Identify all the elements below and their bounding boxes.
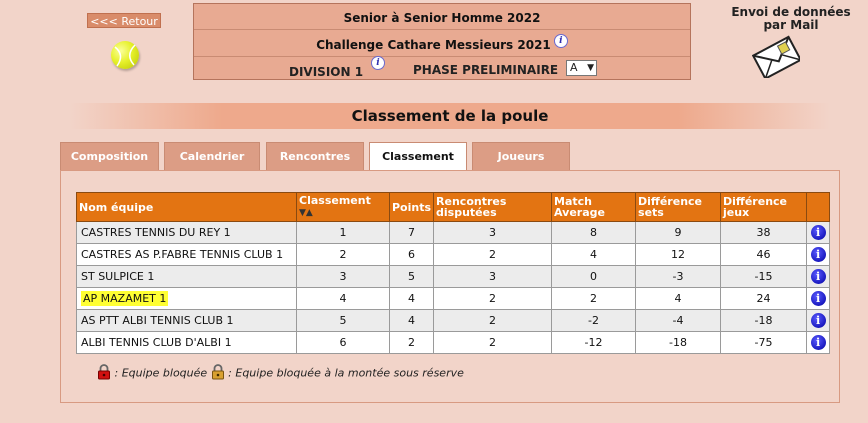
- cell-sets: 4: [636, 288, 721, 310]
- cell-rank: 1: [297, 222, 390, 244]
- divider: [194, 56, 690, 57]
- back-button[interactable]: <<< Retour: [87, 13, 161, 28]
- col-diff-games[interactable]: Différence jeux: [721, 193, 807, 222]
- cell-points: 4: [390, 288, 434, 310]
- table-row: [77, 266, 830, 288]
- mail-export-title[interactable]: Envoi de données par Mail: [731, 5, 851, 32]
- cell-team: [77, 288, 297, 310]
- table-row: [77, 310, 830, 332]
- cell-games: 24: [721, 288, 807, 310]
- team-name: CASTRES AS P.FABRE TENNIS CLUB 1: [81, 248, 284, 261]
- cell-points: 6: [390, 244, 434, 266]
- team-info-icon[interactable]: i: [811, 291, 826, 306]
- tennis-ball-icon: [111, 41, 139, 69]
- cell-played: 2: [434, 310, 552, 332]
- cell-rank: 3: [297, 266, 390, 288]
- cell-info: [807, 244, 830, 266]
- cell-team: [77, 332, 297, 354]
- cell-played: 2: [434, 244, 552, 266]
- cell-points: 7: [390, 222, 434, 244]
- cell-sets: -18: [636, 332, 721, 354]
- tab-classement[interactable]: Classement: [369, 142, 467, 171]
- cell-points: 5: [390, 266, 434, 288]
- section-bar: [70, 103, 830, 129]
- cell-games: -15: [721, 266, 807, 288]
- table-row: [77, 332, 830, 354]
- envelope-icon[interactable]: [752, 34, 800, 82]
- cell-sets: 9: [636, 222, 721, 244]
- cell-info: [807, 222, 830, 244]
- team-name: AS PTT ALBI TENNIS CLUB 1: [81, 314, 234, 327]
- tab-rencontres[interactable]: Rencontres: [266, 142, 364, 170]
- cell-sets: -3: [636, 266, 721, 288]
- team-info-icon[interactable]: i: [811, 269, 826, 284]
- cell-rank: 5: [297, 310, 390, 332]
- table-row: [77, 288, 830, 310]
- cell-sets: -4: [636, 310, 721, 332]
- competition-info-box: [193, 3, 691, 80]
- phase-label: PHASE PRELIMINAIRE: [413, 63, 559, 77]
- red-lock-icon: [97, 364, 111, 383]
- cell-team: [77, 266, 297, 288]
- col-played[interactable]: Rencontres disputées: [434, 193, 552, 222]
- legend-locked-text: : Equipe bloquée: [114, 366, 208, 380]
- competition-info-icon[interactable]: i: [554, 34, 568, 48]
- division-label: DIVISION 1: [289, 65, 364, 79]
- table-row: [77, 244, 830, 266]
- team-info-icon[interactable]: i: [811, 247, 826, 262]
- tab-joueurs[interactable]: Joueurs: [472, 142, 570, 170]
- tab-composition[interactable]: Composition: [60, 142, 159, 170]
- cell-sets: 12: [636, 244, 721, 266]
- team-info-icon[interactable]: i: [811, 335, 826, 350]
- cell-points: 4: [390, 310, 434, 332]
- phase-select[interactable]: A ▼: [566, 60, 597, 76]
- cell-info: [807, 310, 830, 332]
- ranking-table: [76, 192, 830, 354]
- cell-match: 0: [552, 266, 636, 288]
- orange-lock-icon: [211, 364, 225, 383]
- cell-match: 8: [552, 222, 636, 244]
- cell-rank: 4: [297, 288, 390, 310]
- legend-reserve-text: : Equipe bloquée à la montée sous réserve: [228, 366, 464, 380]
- col-match-average[interactable]: Match Average: [552, 193, 636, 222]
- legend: [97, 364, 464, 383]
- cell-team: [77, 244, 297, 266]
- team-info-icon[interactable]: i: [811, 313, 826, 328]
- col-diff-sets[interactable]: Différence sets: [636, 193, 721, 222]
- col-team[interactable]: Nom équipe: [77, 193, 297, 222]
- season-title: Senior à Senior Homme 2022: [343, 11, 541, 25]
- cell-points: 2: [390, 332, 434, 354]
- cell-games: 46: [721, 244, 807, 266]
- division-info-icon[interactable]: i: [371, 56, 385, 70]
- cell-match: -12: [552, 332, 636, 354]
- cell-played: 2: [434, 288, 552, 310]
- col-rank[interactable]: Classement ▼▲: [297, 193, 390, 222]
- team-name: ALBI TENNIS CLUB D'ALBI 1: [81, 336, 232, 349]
- team-name: AP MAZAMET 1: [83, 292, 167, 305]
- tab-calendrier[interactable]: Calendrier: [164, 142, 260, 170]
- team-name: ST SULPICE 1: [81, 270, 155, 283]
- cell-team: [77, 310, 297, 332]
- competition-name: Challenge Cathare Messieurs 2021 i: [194, 38, 690, 52]
- table-row: [77, 222, 830, 244]
- cell-team: [77, 222, 297, 244]
- cell-played: 2: [434, 332, 552, 354]
- sort-icon[interactable]: ▼▲: [299, 208, 313, 218]
- cell-info: [807, 332, 830, 354]
- cell-match: -2: [552, 310, 636, 332]
- col-info: [807, 193, 830, 222]
- cell-games: -18: [721, 310, 807, 332]
- cell-games: -75: [721, 332, 807, 354]
- team-name: CASTRES TENNIS DU REY 1: [81, 226, 231, 239]
- cell-info: [807, 288, 830, 310]
- cell-rank: 2: [297, 244, 390, 266]
- col-points[interactable]: Points: [390, 193, 434, 222]
- divider: [194, 29, 690, 30]
- cell-played: 3: [434, 266, 552, 288]
- team-info-icon[interactable]: i: [811, 225, 826, 240]
- cell-info: [807, 266, 830, 288]
- cell-match: 4: [552, 244, 636, 266]
- cell-rank: 6: [297, 332, 390, 354]
- cell-match: 2: [552, 288, 636, 310]
- cell-games: 38: [721, 222, 807, 244]
- chevron-down-icon: ▼: [587, 63, 594, 73]
- cell-played: 3: [434, 222, 552, 244]
- section-title: Classement de la poule: [351, 107, 549, 125]
